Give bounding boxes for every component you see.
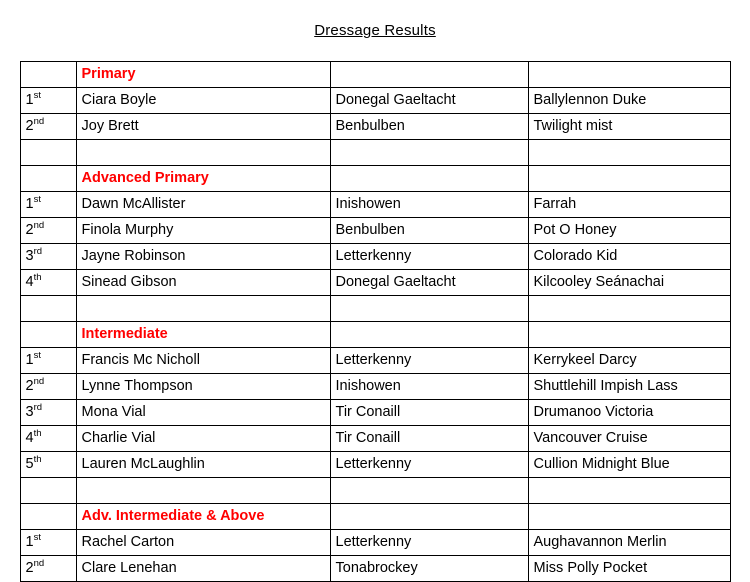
horse-cell: Shuttlehill Impish Lass: [528, 374, 730, 400]
table-row-spacer: [20, 140, 730, 166]
category-cell: [76, 322, 330, 348]
table-row: [20, 556, 730, 582]
table-row: [20, 452, 730, 478]
place-cell: [20, 166, 76, 192]
horse-cell: [528, 62, 730, 88]
table-row: [20, 400, 730, 426]
results-table: [20, 61, 731, 582]
horse-cell: [528, 322, 730, 348]
table-cell-empty: [330, 296, 528, 322]
horse-cell: Drumanoo Victoria: [528, 400, 730, 426]
rider-name-cell: Lynne Thompson: [76, 374, 330, 400]
table-cell-empty: [20, 296, 76, 322]
category-cell: [76, 504, 330, 530]
table-cell-empty: [330, 478, 528, 504]
horse-cell: Miss Polly Pocket: [528, 556, 730, 582]
horse-cell: [528, 504, 730, 530]
club-cell: Benbulben: [330, 218, 528, 244]
place-cell: 1st: [20, 530, 76, 556]
table-cell-empty: [76, 296, 330, 322]
club-cell: Tonabrockey: [330, 556, 528, 582]
table-row-spacer: [20, 478, 730, 504]
table-cell-empty: [76, 478, 330, 504]
category-label: Intermediate: [81, 325, 168, 342]
place-cell: [20, 62, 76, 88]
category-label: Adv. Intermediate & Above: [81, 507, 265, 524]
club-cell: Letterkenny: [330, 244, 528, 270]
horse-cell: Colorado Kid: [528, 244, 730, 270]
place-cell: 1st: [20, 88, 76, 114]
table-row: [20, 244, 730, 270]
place-cell: 3rd: [20, 244, 76, 270]
document-page: [0, 22, 750, 580]
club-cell: Donegal Gaeltacht: [330, 270, 528, 296]
place-cell: 2nd: [20, 114, 76, 140]
horse-cell: Aughavannon Merlin: [528, 530, 730, 556]
table-row: [20, 426, 730, 452]
table-cell-empty: [528, 478, 730, 504]
table-row: [20, 88, 730, 114]
club-cell: Benbulben: [330, 114, 528, 140]
place-cell: 1st: [20, 192, 76, 218]
place-cell: 4th: [20, 426, 76, 452]
table-row: [20, 348, 730, 374]
place-cell: 1st: [20, 348, 76, 374]
rider-name-cell: Dawn McAllister: [76, 192, 330, 218]
club-cell: Inishowen: [330, 374, 528, 400]
table-row-category: [20, 166, 730, 192]
category-label: Advanced Primary: [81, 169, 209, 186]
table-row: [20, 374, 730, 400]
horse-cell: Cullion Midnight Blue: [528, 452, 730, 478]
rider-name-cell: Francis Mc Nicholl: [76, 348, 330, 374]
horse-cell: Kerrykeel Darcy: [528, 348, 730, 374]
table-row: [20, 530, 730, 556]
rider-name-cell: Joy Brett: [76, 114, 330, 140]
table-row-category: [20, 504, 730, 530]
horse-cell: Twilight mist: [528, 114, 730, 140]
table-cell-empty: [76, 140, 330, 166]
club-cell: [330, 62, 528, 88]
club-cell: Letterkenny: [330, 452, 528, 478]
rider-name-cell: Jayne Robinson: [76, 244, 330, 270]
horse-cell: [528, 166, 730, 192]
rider-name-cell: Ciara Boyle: [76, 88, 330, 114]
place-cell: 4th: [20, 270, 76, 296]
rider-name-cell: Lauren McLaughlin: [76, 452, 330, 478]
table-row: [20, 114, 730, 140]
table-cell-empty: [330, 140, 528, 166]
club-cell: Letterkenny: [330, 530, 528, 556]
club-cell: [330, 322, 528, 348]
table-row-category: [20, 62, 730, 88]
club-cell: Tir Conaill: [330, 400, 528, 426]
table-row: [20, 270, 730, 296]
category-cell: [76, 62, 330, 88]
place-cell: 2nd: [20, 556, 76, 582]
club-cell: Letterkenny: [330, 348, 528, 374]
table-row: [20, 218, 730, 244]
rider-name-cell: Charlie Vial: [76, 426, 330, 452]
table-row-spacer: [20, 296, 730, 322]
category-cell: [76, 166, 330, 192]
table-cell-empty: [20, 140, 76, 166]
place-cell: 2nd: [20, 374, 76, 400]
club-cell: Inishowen: [330, 192, 528, 218]
place-cell: 3rd: [20, 400, 76, 426]
horse-cell: Pot O Honey: [528, 218, 730, 244]
place-cell: 5th: [20, 452, 76, 478]
place-cell: [20, 322, 76, 348]
rider-name-cell: Sinead Gibson: [76, 270, 330, 296]
club-cell: Tir Conaill: [330, 426, 528, 452]
horse-cell: Farrah: [528, 192, 730, 218]
results-table-body: [20, 62, 730, 582]
horse-cell: Kilcooley Seánachai: [528, 270, 730, 296]
category-label: Primary: [81, 65, 136, 82]
table-cell-empty: [528, 296, 730, 322]
table-row-category: [20, 322, 730, 348]
horse-cell: Vancouver Cruise: [528, 426, 730, 452]
page-title: Dressage Results: [314, 22, 436, 39]
rider-name-cell: Mona Vial: [76, 400, 330, 426]
table-cell-empty: [20, 478, 76, 504]
table-cell-empty: [528, 140, 730, 166]
club-cell: Donegal Gaeltacht: [330, 88, 528, 114]
club-cell: [330, 166, 528, 192]
rider-name-cell: Finola Murphy: [76, 218, 330, 244]
club-cell: [330, 504, 528, 530]
place-cell: 2nd: [20, 218, 76, 244]
horse-cell: Ballylennon Duke: [528, 88, 730, 114]
rider-name-cell: Rachel Carton: [76, 530, 330, 556]
place-cell: [20, 504, 76, 530]
rider-name-cell: Clare Lenehan: [76, 556, 330, 582]
table-row: [20, 192, 730, 218]
